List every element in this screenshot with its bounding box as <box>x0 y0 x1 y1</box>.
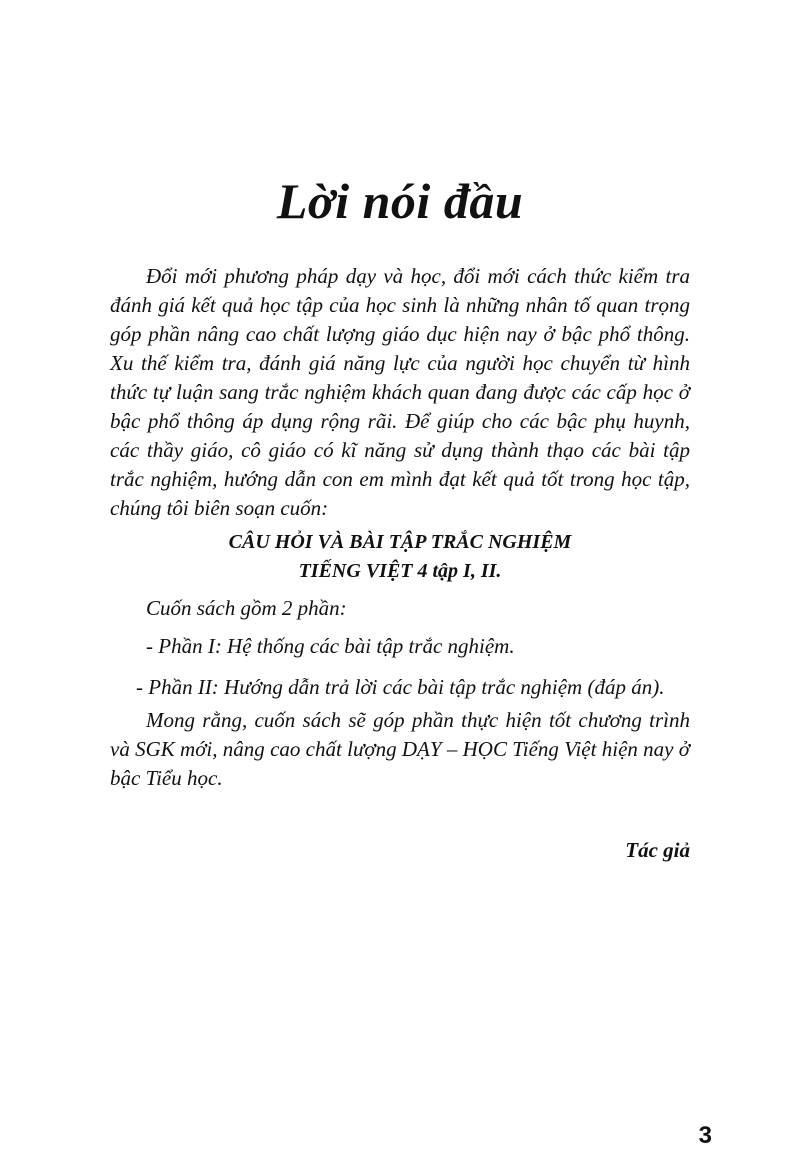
book-title <box>0 528 800 586</box>
part-item-2: - Phần II: Hướng dẫn trả lời các bài tập trắc nghiệm (đáp án). <box>136 675 665 699</box>
intro-section <box>110 262 690 523</box>
parts-intro: Cuốn sách gồm 2 phần: <box>146 596 347 620</box>
intro-paragraph: Đổi mới phương pháp dạy và học, đổi mới cách thức kiểm tra đánh giá kết quả học tập của học sinh là những nhân tố quan trọng góp phần nâng cao chất lượng giáo dục hiện nay ở bậc phổ thông. Xu thế kiểm tra, đánh giá năng lực của người học chuyển từ hình thức tự luận sang trắc nghiệm khách quan đang được các cấp học ở bậc phổ thông áp dụng rộng rãi. Để giúp cho các bậc phụ huynh, các thầy giáo, cô giáo có kĩ năng sử dụng thành thạo các bài tập trắc nghiệm, hướng dẫn con em mình đạt kết quả tốt trong học tập, chúng tôi biên soạn cuốn: <box>110 264 690 520</box>
closing-section <box>110 706 690 793</box>
page-title: Lời nói đầu <box>276 173 524 229</box>
book-title-line-1: CÂU HỎI VÀ BÀI TẬP TRẮC NGHIỆM <box>228 531 572 553</box>
book-title-line-2: TIẾNG VIỆT 4 tập I, II. <box>298 560 502 582</box>
part-item-1: - Phần I: Hệ thống các bài tập trắc nghiệm. <box>146 634 515 658</box>
closing-paragraph: Mong rằng, cuốn sách sẽ góp phần thực hiện tốt chương trình và SGK mới, nâng cao chất lượng DẠY – HỌC Tiếng Việt hiện nay ở bậc Tiểu học. <box>110 708 690 790</box>
page-number: 3 <box>698 1122 712 1149</box>
author-signature: Tác giả <box>625 838 690 862</box>
